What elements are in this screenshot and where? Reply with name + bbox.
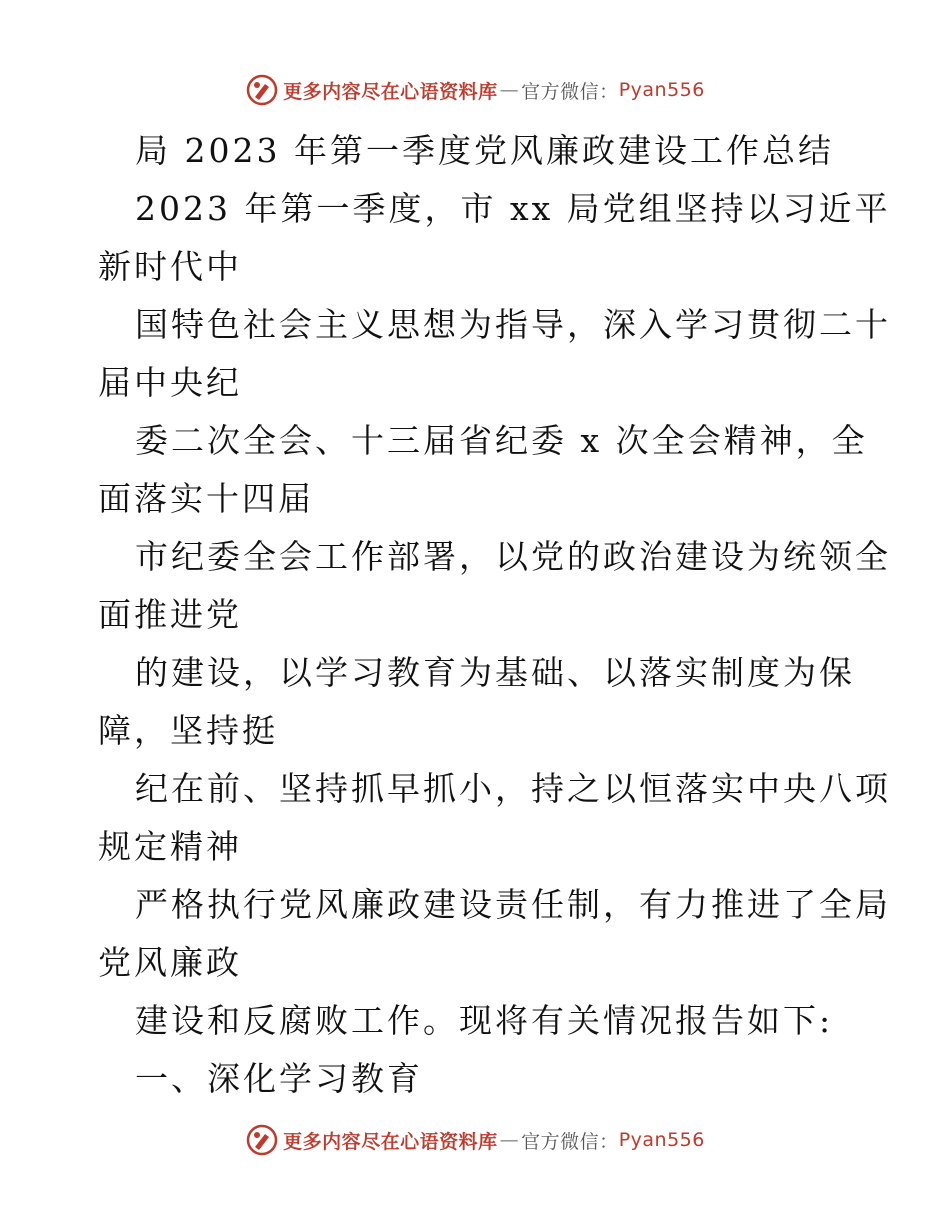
- text-line: 2023 年第一季度，市 xx 局党组坚持以习近平: [135, 189, 891, 228]
- document-body: [98, 122, 891, 1108]
- watermark-wechat-id: Pyan556: [618, 1129, 705, 1151]
- watermark-wechat-label: 官方微信：: [521, 80, 619, 103]
- text-line: 面落实十四届: [98, 479, 314, 518]
- text-line: 纪在前、坚持抓早抓小，持之以恒落实中央八项: [135, 769, 891, 808]
- text-line: 国特色社会主义思想为指导，深入学习贯彻二十: [135, 305, 891, 344]
- text-line: 障，坚持挺: [98, 711, 278, 750]
- watermark-separator: —: [499, 1129, 520, 1151]
- watermark-wechat-label: 官方微信：: [521, 1130, 619, 1153]
- text-line: 建设和反腐败工作。现将有关情况报告如下:: [135, 1001, 834, 1040]
- text-line: 新时代中: [98, 247, 242, 286]
- watermark-brand: 更多内容尽在心语资料库: [283, 1130, 498, 1153]
- footer-watermark: [0, 1120, 950, 1160]
- header-watermark: [0, 70, 950, 110]
- text-line: 的建设，以学习教育为基础、以落实制度为保: [135, 653, 855, 692]
- text-line: 一、深化学习教育: [135, 1059, 423, 1098]
- text-line: 届中央纪: [98, 363, 242, 402]
- text-line: 委二次全会、十三届省纪委 x 次全会精神，全: [135, 421, 868, 460]
- text-line: 严格执行党风廉政建设责任制，有力推进了全局: [135, 885, 891, 924]
- pen-nib-logo-icon: [245, 1123, 279, 1157]
- document-title: 局 2023 年第一季度党风廉政建设工作总结: [135, 131, 834, 170]
- watermark-separator: —: [499, 79, 520, 101]
- text-line: 规定精神: [98, 827, 242, 866]
- text-line: 党风廉政: [98, 943, 242, 982]
- text-line: 市纪委全会工作部署，以党的政治建设为统领全: [135, 537, 891, 576]
- pen-nib-logo-icon: [245, 73, 279, 107]
- watermark-brand: 更多内容尽在心语资料库: [283, 80, 498, 103]
- watermark-wechat-id: Pyan556: [618, 79, 705, 101]
- text-line: 面推进党: [98, 595, 242, 634]
